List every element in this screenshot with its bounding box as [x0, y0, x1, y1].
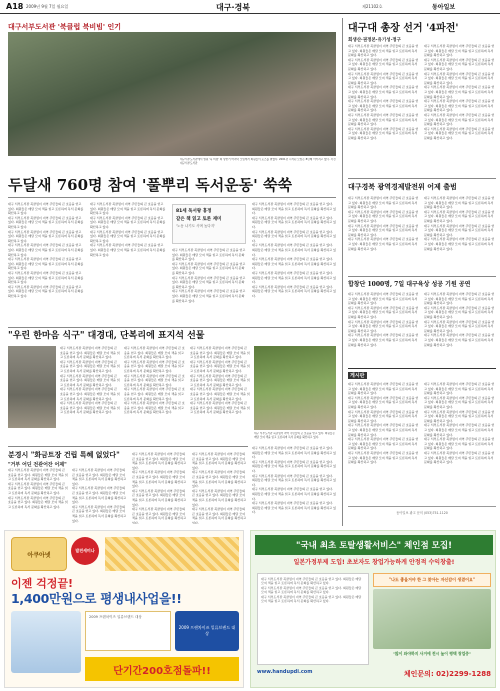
- right-headline2: 대구경북 광역경제발전위 어제 출범: [348, 182, 457, 191]
- main-headline: 두달새 760명 참여 '풀뿌리 독서운동' 쑥쑥: [8, 176, 292, 194]
- right-story1-col2: 대구 서부도서관 북클럽이 지역 주민들의 큰 호응을 얻고 있다. 회원들은 매달 모여 책을 읽고 토론하며 독서 문화를 확산하고 있다. 대구 서부도서관 북클럽이 지역 주민들의 큰 호응을 얻고 있다. 회원들은 매달 모여 책을 읽고 토론하며 독서 문화를 확산하고 있다. 대구 서부도서관 북클럽이 지역 주민들의 큰 호응을 얻고 있다. 회원들은 매달 모여 책을 읽고 토론하며 독서 문화를 확산하고 있다. 대구 서부도서관 북클럽이 지역 주민들의 큰 호응을 얻고 있다. 회원들은 매달 모여 책을 읽고 토론하며 독서 문화를 확산하고 있다. 대구 서부도서관 북클럽이 지역 주민들의 큰 호응을 얻고 있다. 회원들은 매달 모여 책을 읽고 토론하며 독서 문화를 확산하고 있다. 대구 서부도서관 북클럽이 지역 주민들의 큰 호응을 얻고 있다. 회원들은 매달 모여 책을 읽고 토론하며 독서 문화를 확산하고 있다. 대구 서부도서관 북클럽이 지역 주민들의 큰 호응을 얻고 있다. 회원들은 매달 모여 책을 읽고 토론하며 독서 문화를 확산하고 있다.: [424, 44, 495, 140]
- service-ad-cta: "많이 와야하지 사거에 전시 높이 평택 창업중": [393, 651, 471, 656]
- story2-col1: 대구 서부도서관 북클럽이 지역 주민들의 큰 호응을 얻고 있다. 회원들은 매달 모여 책을 읽고 토론하며 독서 문화를 확산하고 있다. 대구 서부도서관 북클럽이 지역 주민들의 큰 호응을 얻고 있다. 회원들은 매달 모여 책을 읽고 토론하며 독서 문화를 확산하고 있다. 대구 서부도서관 북클럽이 지역 주민들의 큰 호응을 얻고 있다. 회원들은 매달 모여 책을 읽고 토론하며 독서 문화를 확산하고 있다. 대구 서부도서관 북클럽이 지역 주민들의 큰 호응을 얻고 있다. 회원들은 매달 모여 책을 읽고 토론하며 독서 문화를 확산하고 있다. 대구 서부도서관 북클럽이 지역 주민들의 큰 호응을 얻고 있다. 회원들은 매달 모여 책을 읽고 토론하며 독서 문화를 확산하고 있다.: [60, 346, 120, 415]
- right-story2-col2: 대구 서부도서관 북클럽이 지역 주민들의 큰 호응을 얻고 있다. 회원들은 매달 모여 책을 읽고 토론하며 독서 문화를 확산하고 있다. 대구 서부도서관 북클럽이 지역 주민들의 큰 호응을 얻고 있다. 회원들은 매달 모여 책을 읽고 토론하며 독서 문화를 확산하고 있다. 대구 서부도서관 북클럽이 지역 주민들의 큰 호응을 얻고 있다. 회원들은 매달 모여 책을 읽고 토론하며 독서 문화를 확산하고 있다. 대구 서부도서관 북클럽이 지역 주민들의 큰 호응을 얻고 있다. 회원들은 매달 모여 책을 읽고 토론하며 독서 문화를 확산하고 있다.: [424, 196, 495, 251]
- section-title: 대구·경북: [216, 3, 250, 12]
- issue-number: 제21102호: [362, 4, 383, 9]
- divider: [348, 276, 496, 277]
- right-story2-col1: 대구 서부도서관 북클럽이 지역 주민들의 큰 호응을 얻고 있다. 회원들은 매달 모여 책을 읽고 토론하며 독서 문화를 확산하고 있다. 대구 서부도서관 북클럽이 지역 주민들의 큰 호응을 얻고 있다. 회원들은 매달 모여 책을 읽고 토론하며 독서 문화를 확산하고 있다. 대구 서부도서관 북클럽이 지역 주민들의 큰 호응을 얻고 있다. 회원들은 매달 모여 책을 읽고 토론하며 독서 문화를 확산하고 있다. 대구 서부도서관 북클럽이 지역 주민들의 큰 호응을 얻고 있다. 회원들은 매달 모여 책을 읽고 토론하며 독서 문화를 확산하고 있다.: [348, 196, 419, 251]
- ad-slogan-main: 1,400만원으로 평생내사업을!!: [11, 591, 182, 606]
- photo-caption: 대구서부도서관에서 열린 '북 비빔' 회 상반기 마지막 모임에서 회원들이 포즈를 취했다. 2001년 시작된 모임은 8년째 이어지고 있다. 사진 대구서부도서관: [180, 158, 336, 165]
- story3-subhead: "거부 어딘 전관어잔 어제": [8, 462, 67, 468]
- right-headline1: 대구대 총장 선거 '4파전': [348, 23, 459, 34]
- divider: [348, 178, 496, 179]
- right-story1-col1: 대구 서부도서관 북클럽이 지역 주민들의 큰 호응을 얻고 있다. 회원들은 매달 모여 책을 읽고 토론하며 독서 문화를 확산하고 있다. 대구 서부도서관 북클럽이 지역 주민들의 큰 호응을 얻고 있다. 회원들은 매달 모여 책을 읽고 토론하며 독서 문화를 확산하고 있다. 대구 서부도서관 북클럽이 지역 주민들의 큰 호응을 얻고 있다. 회원들은 매달 모여 책을 읽고 토론하며 독서 문화를 확산하고 있다. 대구 서부도서관 북클럽이 지역 주민들의 큰 호응을 얻고 있다. 회원들은 매달 모여 책을 읽고 토론하며 독서 문화를 확산하고 있다. 대구 서부도서관 북클럽이 지역 주민들의 큰 호응을 얻고 있다. 회원들은 매달 모여 책을 읽고 토론하며 독서 문화를 확산하고 있다. 대구 서부도서관 북클럽이 지역 주민들의 큰 호응을 얻고 있다. 회원들은 매달 모여 책을 읽고 토론하며 독서 문화를 확산하고 있다. 대구 서부도서관 북클럽이 지역 주민들의 큰 호응을 얻고 있다. 회원들은 매달 모여 책을 읽고 토론하며 독서 문화를 확산하고 있다.: [348, 44, 419, 140]
- story2-continued: 대구 서부도서관 북클럽이 지역 주민들의 큰 호응을 얻고 있다. 회원들은 매달 모여 책을 읽고 토론하며 독서 문화를 확산하고 있다. 대구 서부도서관 북클럽이 지역 주민들의 큰 호응을 얻고 있다. 회원들은 매달 모여 책을 읽고 토론하며 독서 문화를 확산하고 있다. 대구 서부도서관 북클럽이 지역 주민들의 큰 호응을 얻고 있다. 회원들은 매달 모여 책을 읽고 토론하며 독서 문화를 확산하고 있다. 대구 서부도서관 북클럽이 지역 주민들의 큰 호응을 얻고 있다. 회원들은 매달 모여 책을 읽고 토론하며 독서 문화를 확산하고 있다. 대구 서부도서관 북클럽이 지역 주민들의 큰 호응을 얻고 있다. 회원들은 매달 모여 책을 읽고 토론하며 독서 문화를 확산하고 있다.: [252, 446, 336, 515]
- notice-title: 게시판: [350, 373, 365, 379]
- story1-col3: 대구 서부도서관 북클럽이 지역 주민들의 큰 호응을 얻고 있다. 회원들은 매달 모여 책을 읽고 토론하며 독서 문화를 확산하고 있다. 대구 서부도서관 북클럽이 지역 주민들의 큰 호응을 얻고 있다. 회원들은 매달 모여 책을 읽고 토론하며 독서 문화를 확산하고 있다. 대구 서부도서관 북클럽이 지역 주민들의 큰 호응을 얻고 있다. 회원들은 매달 모여 책을 읽고 토론하며 독서 문화를 확산하고 있다. 대구 서부도서관 북클럽이 지역 주민들의 큰 호응을 얻고 있다. 회원들은 매달 모여 책을 읽고 토론하며 독서 문화를 확산하고 있다.: [172, 248, 246, 303]
- divider: [8, 327, 336, 328]
- service-ad[interactable]: [250, 530, 496, 688]
- service-ad-subtitle: 일본가정부제 도입! 초보자도 창업가능하게 안정적 수익창출!: [293, 559, 455, 566]
- story3-headline: 분경시 "화금트장 건립 특혜 없었다": [8, 450, 120, 459]
- award-badge: 2009 프랜차이즈 일류브랜드 대상: [175, 611, 239, 651]
- sidebar-box: [172, 204, 246, 244]
- story2-col3: 대구 서부도서관 북클럽이 지역 주민들의 큰 호응을 얻고 있다. 회원들은 매달 모여 책을 읽고 토론하며 독서 문화를 확산하고 있다. 대구 서부도서관 북클럽이 지역 주민들의 큰 호응을 얻고 있다. 회원들은 매달 모여 책을 읽고 토론하며 독서 문화를 확산하고 있다. 대구 서부도서관 북클럽이 지역 주민들의 큰 호응을 얻고 있다. 회원들은 매달 모여 책을 읽고 토론하며 독서 문화를 확산하고 있다. 대구 서부도서관 북클럽이 지역 주민들의 큰 호응을 얻고 있다. 회원들은 매달 모여 책을 읽고 토론하며 독서 문화를 확산하고 있다. 대구 서부도서관 북클럽이 지역 주민들의 큰 호응을 얻고 있다. 회원들은 매달 모여 책을 읽고 토론하며 독서 문화를 확산하고 있다.: [190, 346, 250, 415]
- notice-col1: 대구 서부도서관 북클럽이 지역 주민들의 큰 호응을 얻고 있다. 회원들은 매달 모여 책을 읽고 토론하며 독서 문화를 확산하고 있다. 대구 서부도서관 북클럽이 지역 주민들의 큰 호응을 얻고 있다. 회원들은 매달 모여 책을 읽고 토론하며 독서 문화를 확산하고 있다. 대구 서부도서관 북클럽이 지역 주민들의 큰 호응을 얻고 있다. 회원들은 매달 모여 책을 읽고 토론하며 독서 문화를 확산하고 있다. 대구 서부도서관 북클럽이 지역 주민들의 큰 호응을 얻고 있다. 회원들은 매달 모여 책을 읽고 토론하며 독서 문화를 확산하고 있다. 대구 서부도서관 북클럽이 지역 주민들의 큰 호응을 얻고 있다. 회원들은 매달 모여 책을 읽고 토론하며 독서 문화를 확산하고 있다. 대구 서부도서관 북클럽이 지역 주민들의 큰 호응을 얻고 있다. 회원들은 매달 모여 책을 읽고 토론하며 독서 문화를 확산하고 있다.: [348, 382, 419, 465]
- story1-col2: 대구 서부도서관 북클럽이 지역 주민들의 큰 호응을 얻고 있다. 회원들은 매달 모여 책을 읽고 토론하며 독서 문화를 확산하고 있다. 대구 서부도서관 북클럽이 지역 주민들의 큰 호응을 얻고 있다. 회원들은 매달 모여 책을 읽고 토론하며 독서 문화를 확산하고 있다. 대구 서부도서관 북클럽이 지역 주민들의 큰 호응을 얻고 있다. 회원들은 매달 모여 책을 읽고 토론하며 독서 문화를 확산하고 있다. 대구 서부도서관 북클럽이 지역 주민들의 큰 호응을 얻고 있다. 회원들은 매달 모여 책을 읽고 토론하며 독서 문화를 확산하고 있다.: [90, 202, 166, 257]
- students-caption: 대구 서부도서관 북클럽이 지역 주민들의 큰 호응을 얻고 있다. 회원들은 매달 모여 책을 읽고 토론하며 독서 문화를 확산하고 있다.: [254, 432, 335, 439]
- page-number: A18: [6, 2, 24, 11]
- right-story3-col1: 대구 서부도서관 북클럽이 지역 주민들의 큰 호응을 얻고 있다. 회원들은 매달 모여 책을 읽고 토론하며 독서 문화를 확산하고 있다. 대구 서부도서관 북클럽이 지역 주민들의 큰 호응을 얻고 있다. 회원들은 매달 모여 책을 읽고 토론하며 독서 문화를 확산하고 있다. 대구 서부도서관 북클럽이 지역 주민들의 큰 호응을 얻고 있다. 회원들은 매달 모여 책을 읽고 토론하며 독서 문화를 확산하고 있다. 대구 서부도서관 북클럽이 지역 주민들의 큰 호응을 얻고 있다. 회원들은 매달 모여 책을 읽고 토론하며 독서 문화를 확산하고 있다.: [348, 292, 419, 347]
- service-ad-quote: "나도 좋을거야 한 그 찾아는 자신감이 생겼어요": [373, 573, 491, 587]
- story3-col2: 대구 서부도서관 북클럽이 지역 주민들의 큰 호응을 얻고 있다. 회원들은 매달 모여 책을 읽고 토론하며 독서 문화를 확산하고 있다. 대구 서부도서관 북클럽이 지역 주민들의 큰 호응을 얻고 있다. 회원들은 매달 모여 책을 읽고 토론하며 독서 문화를 확산하고 있다. 대구 서부도서관 북클럽이 지역 주민들의 큰 호응을 얻고 있다. 회원들은 매달 모여 책을 읽고 토론하며 독서 문화를 확산하고 있다.: [72, 468, 127, 523]
- service-ad-phone[interactable]: 체인문의: 02)2299-1288: [403, 670, 491, 678]
- page-header: [0, 0, 500, 14]
- story3-col4: 대구 서부도서관 북클럽이 지역 주민들의 큰 호응을 얻고 있다. 회원들은 매달 모여 책을 읽고 토론하며 독서 문화를 확산하고 있다. 대구 서부도서관 북클럽이 지역 주민들의 큰 호응을 얻고 있다. 회원들은 매달 모여 책을 읽고 토론하며 독서 문화를 확산하고 있다. 대구 서부도서관 북클럽이 지역 주민들의 큰 호응을 얻고 있다. 회원들은 매달 모여 책을 읽고 토론하며 독서 문화를 확산하고 있다. 대구 서부도서관 북클럽이 지역 주민들의 큰 호응을 얻고 있다. 회원들은 매달 모여 책을 읽고 토론하며 독서 문화를 확산하고 있다.: [192, 452, 247, 524]
- divider: [348, 368, 496, 369]
- issue-date: 2009년 9월 7일 월요일: [26, 4, 69, 9]
- story1-col1: 대구 서부도서관 북클럽이 지역 주민들의 큰 호응을 얻고 있다. 회원들은 매달 모여 책을 읽고 토론하며 독서 문화를 확산하고 있다. 대구 서부도서관 북클럽이 지역 주민들의 큰 호응을 얻고 있다. 회원들은 매달 모여 책을 읽고 토론하며 독서 문화를 확산하고 있다. 대구 서부도서관 북클럽이 지역 주민들의 큰 호응을 얻고 있다. 회원들은 매달 모여 책을 읽고 토론하며 독서 문화를 확산하고 있다. 대구 서부도서관 북클럽이 지역 주민들의 큰 호응을 얻고 있다. 회원들은 매달 모여 책을 읽고 토론하며 독서 문화를 확산하고 있다. 대구 서부도서관 북클럽이 지역 주민들의 큰 호응을 얻고 있다. 회원들은 매달 모여 책을 읽고 토론하며 독서 문화를 확산하고 있다. 대구 서부도서관 북클럽이 지역 주민들의 큰 호응을 얻고 있다. 회원들은 매달 모여 책을 읽고 토론하며 독서 문화를 확산하고 있다. 대구 서부도서관 북클럽이 지역 주민들의 큰 호응을 얻고 있다. 회원들은 매달 모여 책을 읽고 토론하며 독서 문화를 확산하고 있다.: [8, 202, 84, 298]
- brand-logo: 아쿠아넷: [11, 537, 67, 571]
- right-subhead1: 회생산·권정본·유기성·정구: [348, 38, 401, 43]
- students-photo: [254, 346, 336, 430]
- story3-col3: 대구 서부도서관 북클럽이 지역 주민들의 큰 호응을 얻고 있다. 회원들은 매달 모여 책을 읽고 토론하며 독서 문화를 확산하고 있다. 대구 서부도서관 북클럽이 지역 주민들의 큰 호응을 얻고 있다. 회원들은 매달 모여 책을 읽고 토론하며 독서 문화를 확산하고 있다. 대구 서부도서관 북클럽이 지역 주민들의 큰 호응을 얻고 있다. 회원들은 매달 모여 책을 읽고 토론하며 독서 문화를 확산하고 있다. 대구 서부도서관 북클럽이 지역 주민들의 큰 호응을 얻고 있다. 회원들은 매달 모여 책을 읽고 토론하며 독서 문화를 확산하고 있다.: [132, 452, 187, 524]
- right-story3-col2: 대구 서부도서관 북클럽이 지역 주민들의 큰 호응을 얻고 있다. 회원들은 매달 모여 책을 읽고 토론하며 독서 문화를 확산하고 있다. 대구 서부도서관 북클럽이 지역 주민들의 큰 호응을 얻고 있다. 회원들은 매달 모여 책을 읽고 토론하며 독서 문화를 확산하고 있다. 대구 서부도서관 북클럽이 지역 주민들의 큰 호응을 얻고 있다. 회원들은 매달 모여 책을 읽고 토론하며 독서 문화를 확산하고 있다. 대구 서부도서관 북클럽이 지역 주민들의 큰 호응을 얻고 있다. 회원들은 매달 모여 책을 읽고 토론하며 독서 문화를 확산하고 있다.: [424, 292, 495, 347]
- story1-col4: 대구 서부도서관 북클럽이 지역 주민들의 큰 호응을 얻고 있다. 회원들은 매달 모여 책을 읽고 토론하며 독서 문화를 확산하고 있다. 대구 서부도서관 북클럽이 지역 주민들의 큰 호응을 얻고 있다. 회원들은 매달 모여 책을 읽고 토론하며 독서 문화를 확산하고 있다. 대구 서부도서관 북클럽이 지역 주민들의 큰 호응을 얻고 있다. 회원들은 매달 모여 책을 읽고 토론하며 독서 문화를 확산하고 있다. 대구 서부도서관 북클럽이 지역 주민들의 큰 호응을 얻고 있다. 회원들은 매달 모여 책을 읽고 토론하며 독서 문화를 확산하고 있다. 대구 서부도서관 북클럽이 지역 주민들의 큰 호응을 얻고 있다. 회원들은 매달 모여 책을 읽고 토론하며 독서 문화를 확산하고 있다. 대구 서부도서관 북클럽이 지역 주민들의 큰 호응을 얻고 있다. 회원들은 매달 모여 책을 읽고 토론하며 독서 문화를 확산하고 있다. 대구 서부도서관 북클럽이 지역 주민들의 큰 호응을 얻고 있다. 회원들은 매달 모여 책을 읽고 토론하며 독서 문화를 확산하고 있다.: [252, 202, 336, 298]
- story3-col1: 대구 서부도서관 북클럽이 지역 주민들의 큰 호응을 얻고 있다. 회원들은 매달 모여 책을 읽고 토론하며 독서 문화를 확산하고 있다. 대구 서부도서관 북클럽이 지역 주민들의 큰 호응을 얻고 있다. 회원들은 매달 모여 책을 읽고 토론하며 독서 문화를 확산하고 있다. 대구 서부도서관 북클럽이 지역 주민들의 큰 호응을 얻고 있다. 회원들은 매달 모여 책을 읽고 토론하며 독서 문화를 확산하고 있다.: [8, 468, 68, 509]
- service-ad-image: [373, 589, 491, 649]
- column-divider: [342, 18, 343, 526]
- sidebar-head2: 같은 책 읽고 토론 재미: [176, 217, 222, 222]
- divider: [8, 446, 248, 447]
- service-ad-list: 대구 서부도서관 북클럽이 지역 주민들의 큰 호응을 얻고 있다. 회원들은 매달 모여 책을 읽고 토론하며 독서 문화를 확산하고 있다. 대구 서부도서관 북클럽이 지역 주민들의 큰 호응을 얻고 있다. 회원들은 매달 모여 책을 읽고 토론하며 독서 문화를 확산하고 있다. 대구 서부도서관 북클럽이 지역 주민들의 큰 호응을 얻고 있다. 회원들은 매달 모여 책을 읽고 토론하며 독서 문화를 확산하고 있다.: [257, 573, 369, 665]
- ad-inquiry-strip: 동아일보 광고 문의 (053)751-1120: [348, 506, 496, 522]
- ad-slogan-top: 이젠 걱정끝!: [11, 577, 73, 590]
- monument-photo: [8, 346, 56, 428]
- service-ad-url[interactable]: www.handupdi.com: [257, 669, 313, 675]
- notice-col2: 대구 서부도서관 북클럽이 지역 주민들의 큰 호응을 얻고 있다. 회원들은 매달 모여 책을 읽고 토론하며 독서 문화를 확산하고 있다. 대구 서부도서관 북클럽이 지역 주민들의 큰 호응을 얻고 있다. 회원들은 매달 모여 책을 읽고 토론하며 독서 문화를 확산하고 있다. 대구 서부도서관 북클럽이 지역 주민들의 큰 호응을 얻고 있다. 회원들은 매달 모여 책을 읽고 토론하며 독서 문화를 확산하고 있다. 대구 서부도서관 북클럽이 지역 주민들의 큰 호응을 얻고 있다. 회원들은 매달 모여 책을 읽고 토론하며 독서 문화를 확산하고 있다. 대구 서부도서관 북클럽이 지역 주민들의 큰 호응을 얻고 있다. 회원들은 매달 모여 책을 읽고 토론하며 독서 문화를 확산하고 있다. 대구 서부도서관 북클럽이 지역 주민들의 큰 호응을 얻고 있다. 회원들은 매달 모여 책을 읽고 토론하며 독서 문화를 확산하고 있다.: [424, 382, 495, 465]
- divider: [8, 197, 336, 198]
- sidebar-head: 81세 독서왕 홍정: [176, 209, 212, 214]
- product-image: [11, 611, 81, 673]
- ad-banner-pattern: [105, 537, 239, 571]
- group-photo: [8, 32, 336, 156]
- paper-name: 동아일보: [432, 4, 456, 11]
- right-headline3: 합창단 1000명, 7일 대구육상 성공 기원 공연: [348, 281, 471, 288]
- ad-details: 2009 프랜차이즈 일류브랜드 대상: [85, 611, 171, 651]
- franchise-ad[interactable]: [4, 530, 244, 688]
- sidebar-head3: '노동 나기도 사며 높다지': [176, 224, 216, 228]
- service-ad-title: "국내 최초 토탈생활서비스" 체인점 모집!: [255, 535, 493, 555]
- story2-headline: "우린 한마음 식구" 대경대, 단복리에 표지석 선물: [8, 331, 205, 341]
- ad-cta-phone[interactable]: 단기간200호점돌파!!: [85, 657, 239, 681]
- story1-kicker: 대구서부도서관 '북클럽 북비빔' 인기: [8, 23, 122, 31]
- story2-col2: 대구 서부도서관 북클럽이 지역 주민들의 큰 호응을 얻고 있다. 회원들은 매달 모여 책을 읽고 토론하며 독서 문화를 확산하고 있다. 대구 서부도서관 북클럽이 지역 주민들의 큰 호응을 얻고 있다. 회원들은 매달 모여 책을 읽고 토론하며 독서 문화를 확산하고 있다. 대구 서부도서관 북클럽이 지역 주민들의 큰 호응을 얻고 있다. 회원들은 매달 모여 책을 읽고 토론하며 독서 문화를 확산하고 있다. 대구 서부도서관 북클럽이 지역 주민들의 큰 호응을 얻고 있다. 회원들은 매달 모여 책을 읽고 토론하며 독서 문화를 확산하고 있다. 대구 서부도서관 북클럽이 지역 주민들의 큰 호응을 얻고 있다. 회원들은 매달 모여 책을 읽고 토론하며 독서 문화를 확산하고 있다.: [124, 346, 185, 415]
- seminar-badge: 발전세미나: [71, 537, 99, 565]
